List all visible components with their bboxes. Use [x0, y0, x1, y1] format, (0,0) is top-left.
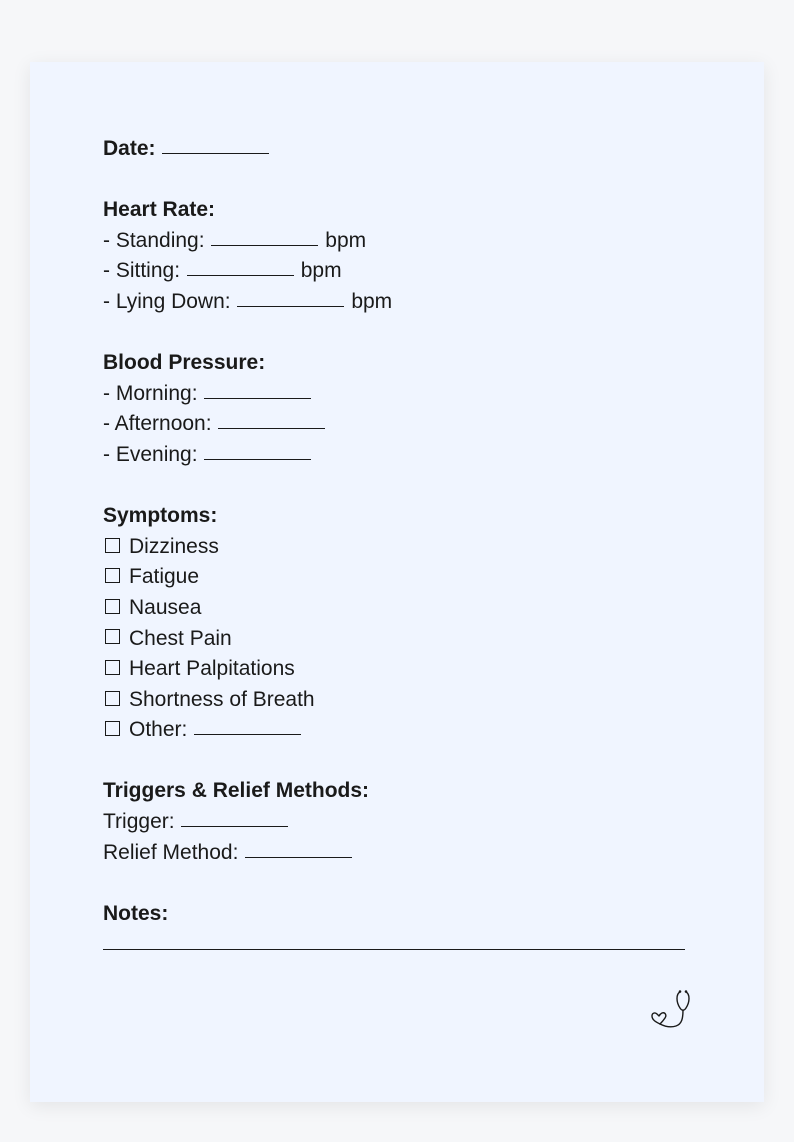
blood-pressure-afternoon-label: - Afternoon: [103, 412, 212, 436]
stethoscope-heart-icon [646, 986, 696, 1032]
symptom-palpitations-row [103, 654, 703, 685]
symptom-chest-pain-row [103, 624, 703, 655]
heart-rate-lying-row [103, 287, 703, 318]
trigger-label: Trigger: [103, 810, 175, 834]
relief-label: Relief Method: [103, 840, 239, 864]
blood-pressure-morning-blank[interactable] [204, 397, 311, 399]
trigger-row [103, 807, 703, 838]
blood-pressure-afternoon-blank[interactable] [218, 427, 325, 429]
date-row [103, 134, 703, 165]
heart-rate-lying-unit: bpm [351, 289, 393, 313]
blood-pressure-heading: Blood Pressure: [103, 351, 266, 375]
symptom-fatigue-label: Fatigue [129, 565, 200, 589]
symptom-nausea-row [103, 593, 703, 624]
blood-pressure-morning-label: - Morning: [103, 381, 198, 405]
form-content [103, 134, 703, 929]
symptom-fatigue-row [103, 562, 703, 593]
heart-rate-heading: Heart Rate: [103, 198, 216, 222]
symptom-palpitations-label: Heart Palpitations [129, 657, 295, 681]
heart-rate-sitting-row [103, 256, 703, 287]
symptom-shortness-row [103, 685, 703, 716]
heart-rate-lying-label: - Lying Down: [103, 289, 231, 313]
trigger-blank[interactable] [181, 825, 288, 827]
relief-row [103, 838, 703, 869]
symptom-chest-pain-checkbox[interactable] [105, 629, 120, 644]
triggers-heading: Triggers & Relief Methods: [103, 779, 370, 803]
blood-pressure-evening-row [103, 440, 703, 471]
date-blank[interactable] [162, 152, 269, 154]
heart-rate-standing-label: - Standing: [103, 228, 205, 252]
symptom-shortness-checkbox[interactable] [105, 691, 120, 706]
heart-rate-standing-blank[interactable] [211, 244, 318, 246]
symptom-dizziness-checkbox[interactable] [105, 538, 120, 553]
symptom-chest-pain-label: Chest Pain [129, 626, 232, 650]
heart-rate-sitting-blank[interactable] [187, 274, 294, 276]
log-sheet [30, 62, 764, 1102]
symptom-other-checkbox[interactable] [105, 721, 120, 736]
symptom-nausea-checkbox[interactable] [105, 599, 120, 614]
heart-rate-lying-blank[interactable] [237, 305, 344, 307]
symptom-fatigue-checkbox[interactable] [105, 568, 120, 583]
symptoms-heading: Symptoms: [103, 504, 218, 528]
symptom-other-blank[interactable] [194, 733, 301, 735]
heart-rate-standing-unit: bpm [325, 228, 367, 252]
date-label: Date: [103, 137, 156, 160]
symptom-shortness-label: Shortness of Breath [129, 687, 315, 711]
blood-pressure-afternoon-row [103, 409, 703, 440]
relief-blank[interactable] [245, 856, 352, 858]
heart-rate-standing-row [103, 226, 703, 257]
blood-pressure-evening-label: - Evening: [103, 442, 198, 466]
heart-rate-sitting-label: - Sitting: [103, 259, 181, 283]
blood-pressure-evening-blank[interactable] [204, 458, 311, 460]
symptom-palpitations-checkbox[interactable] [105, 660, 120, 675]
symptom-dizziness-label: Dizziness [129, 534, 219, 558]
blood-pressure-morning-row [103, 379, 703, 410]
symptom-nausea-label: Nausea [129, 595, 202, 619]
symptom-other-row [103, 715, 703, 746]
notes-blank[interactable] [103, 949, 685, 950]
notes-heading: Notes: [103, 901, 169, 925]
symptom-dizziness-row [103, 532, 703, 563]
heart-rate-sitting-unit: bpm [300, 259, 342, 283]
symptom-other-label: Other: [129, 718, 188, 742]
